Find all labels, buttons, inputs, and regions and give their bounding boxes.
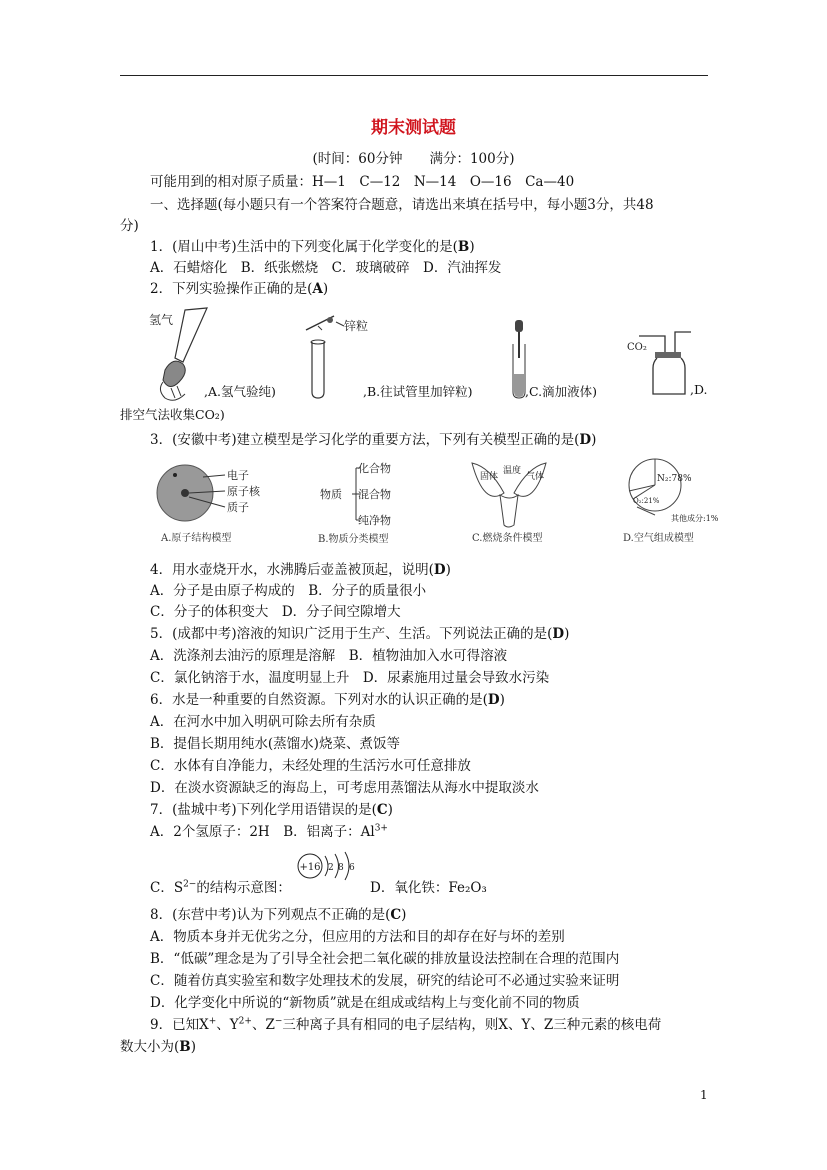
question-2: 2．下列实验操作正确的是(A) [150, 281, 329, 297]
question-4-options: A．分子是由原子构成的 B．分子的质量很小 [150, 583, 427, 599]
figure-caption-a: ,A.氢气验纯) [204, 384, 276, 399]
question-9: 9．已知X+、$Y^{2+}$、Z−三种离子具有相同的电子层结构，则X、Y、Z三种元素的核电荷 [150, 1016, 662, 1033]
figure-caption-c: ,C.滴加液体) [525, 384, 597, 399]
figure-classification-model [300, 458, 430, 546]
header-rule [120, 75, 708, 76]
question-1: 1．(眉山中考)生活中的下列变化属于化学变化的是(B) [150, 239, 475, 255]
shell-label: 2 [328, 863, 334, 873]
question-8: 8．(东营中考)认为下列观点不正确的是(C) [150, 907, 407, 923]
question-1-options: A．石蜡熔化 B．纸张燃烧 C．玻璃破碎 D．汽油挥发 [150, 260, 502, 276]
question-4: 4．用水壶烧开水，水沸腾后壶盖被顶起，说明(D) [150, 562, 451, 578]
question-3: 3．(安徽中考)建立模型是学习化学的重要方法，下列有关模型正确的是(D) [150, 432, 597, 448]
figure-caption-d: ,D. [690, 382, 708, 397]
page-title: 期末测试题 [371, 118, 456, 138]
shell-label: 8 [338, 863, 344, 873]
model-label: 气体 [526, 472, 545, 482]
figure-zinc-tube [300, 300, 369, 400]
model-label: 其他成分:1% [671, 514, 719, 523]
page-number: 1 [700, 1088, 708, 1102]
answer: D [552, 626, 565, 642]
model-label: 混合物 [358, 488, 391, 501]
section-heading: 一、选择题(每小题只有一个答案符合题意，请选出来填在括号中，每小题3分，共48 [150, 197, 654, 213]
answer: D [433, 562, 446, 578]
model-label: O₂:21% [633, 497, 660, 505]
page-subtitle: (时间：60分钟 满分：100分) [312, 151, 515, 167]
answer: B [179, 1039, 191, 1055]
model-label: 质子 [227, 501, 249, 514]
model-label: 化合物 [358, 462, 391, 475]
answer: C [376, 802, 388, 818]
question-6-option: B．提倡长期用纯水(蒸馏水)烧菜、煮饭等 [150, 736, 400, 752]
model-label: N₂:78% [657, 474, 692, 484]
shell-label: 6 [349, 863, 355, 873]
model-caption: D.空气组成模型 [623, 533, 694, 544]
question-8-option: C．随着仿真实验室和数字处理技术的发展，研究的结论可不必通过实验来证明 [150, 973, 620, 989]
question-9-cont: 数大小为(B) [120, 1039, 196, 1055]
answer: C [390, 907, 402, 923]
model-label: 电子 [227, 469, 249, 482]
model-label: 原子核 [227, 485, 260, 498]
model-label: 固体 [480, 472, 499, 482]
answer: B [457, 239, 470, 255]
answer: D [579, 432, 592, 448]
figure-label: 锌粒 [344, 319, 369, 333]
sulfur-ion-structure [295, 848, 365, 884]
question-6: 6．水是一种重要的自然资源。下列对水的认识正确的是(D) [150, 692, 505, 708]
figure-atom-model [145, 455, 275, 547]
question-5-options: A．洗涤剂去油污的原理是溶解 B．植物油加入水可得溶液 [150, 648, 508, 664]
question-6-option: C．水体有自净能力，未经处理的生活污水可任意排放 [150, 758, 471, 774]
model-caption: C.燃烧条件模型 [472, 533, 543, 544]
atomic-masses: 可能用到的相对原子质量：H—1 C—12 N—14 O—16 Ca—40 [150, 174, 575, 190]
answer: A [312, 281, 323, 297]
question-8-option: B．“低碳”理念是为了引导全社会把二氧化碳的排放量设法控制在合理的范围内 [150, 951, 620, 967]
question-7: 7．(盐城中考)下列化学用语错误的是(C) [150, 802, 393, 818]
nucleus-label: +16 [299, 862, 321, 873]
model-caption: B.物质分类模型 [318, 534, 389, 545]
figure-label: CO₂ [627, 342, 647, 353]
model-label: 温度 [503, 466, 522, 476]
figure-gas-bottle [625, 328, 695, 400]
question-7-option-d: D．氧化铁：Fe₂O₃ [370, 880, 487, 896]
section-heading-cont: 分) [120, 218, 139, 234]
figure-caption-b: ,B.往试管里加锌粒) [363, 384, 473, 399]
question-8-option: D．化学变化中所说的“新物质”就是在组成或结构上与变化前不同的物质 [150, 995, 580, 1011]
question-5: 5．(成都中考)溶液的知识广泛用于生产、生活。下列说法正确的是(D) [150, 626, 570, 642]
question-8-option: A．物质本身并无优劣之分，但应用的方法和目的却存在好与坏的差别 [150, 929, 565, 945]
question-7-options: A．2个氢原子：2H B．铝离子：$Al^{3+}$ [150, 823, 388, 840]
answer: D [487, 692, 500, 708]
question-6-option: A．在河水中加入明矾可除去所有杂质 [150, 714, 376, 730]
question-6-option: D．在淡水资源缺乏的海岛上，可考虑用蒸馏法从海水中提取淡水 [150, 780, 539, 796]
figure-air-model [615, 455, 740, 547]
model-caption: A.原子结构模型 [161, 533, 232, 544]
model-label: 物质 [320, 488, 342, 501]
figure-label: 氢气 [149, 313, 174, 327]
question-7-options: C．$S^{2-}$的结构示意图： [150, 879, 291, 896]
figure-caption-d-cont: 排空气法收集CO₂) [120, 407, 225, 422]
question-4-options: C．分子的体积变大 D．分子间空隙增大 [150, 604, 401, 620]
model-label: 纯净物 [358, 514, 391, 527]
figure-combustion-model [460, 455, 590, 547]
question-5-options: C．氯化钠溶于水，温度明显上升 D．尿素施用过量会导致水污染 [150, 670, 550, 686]
